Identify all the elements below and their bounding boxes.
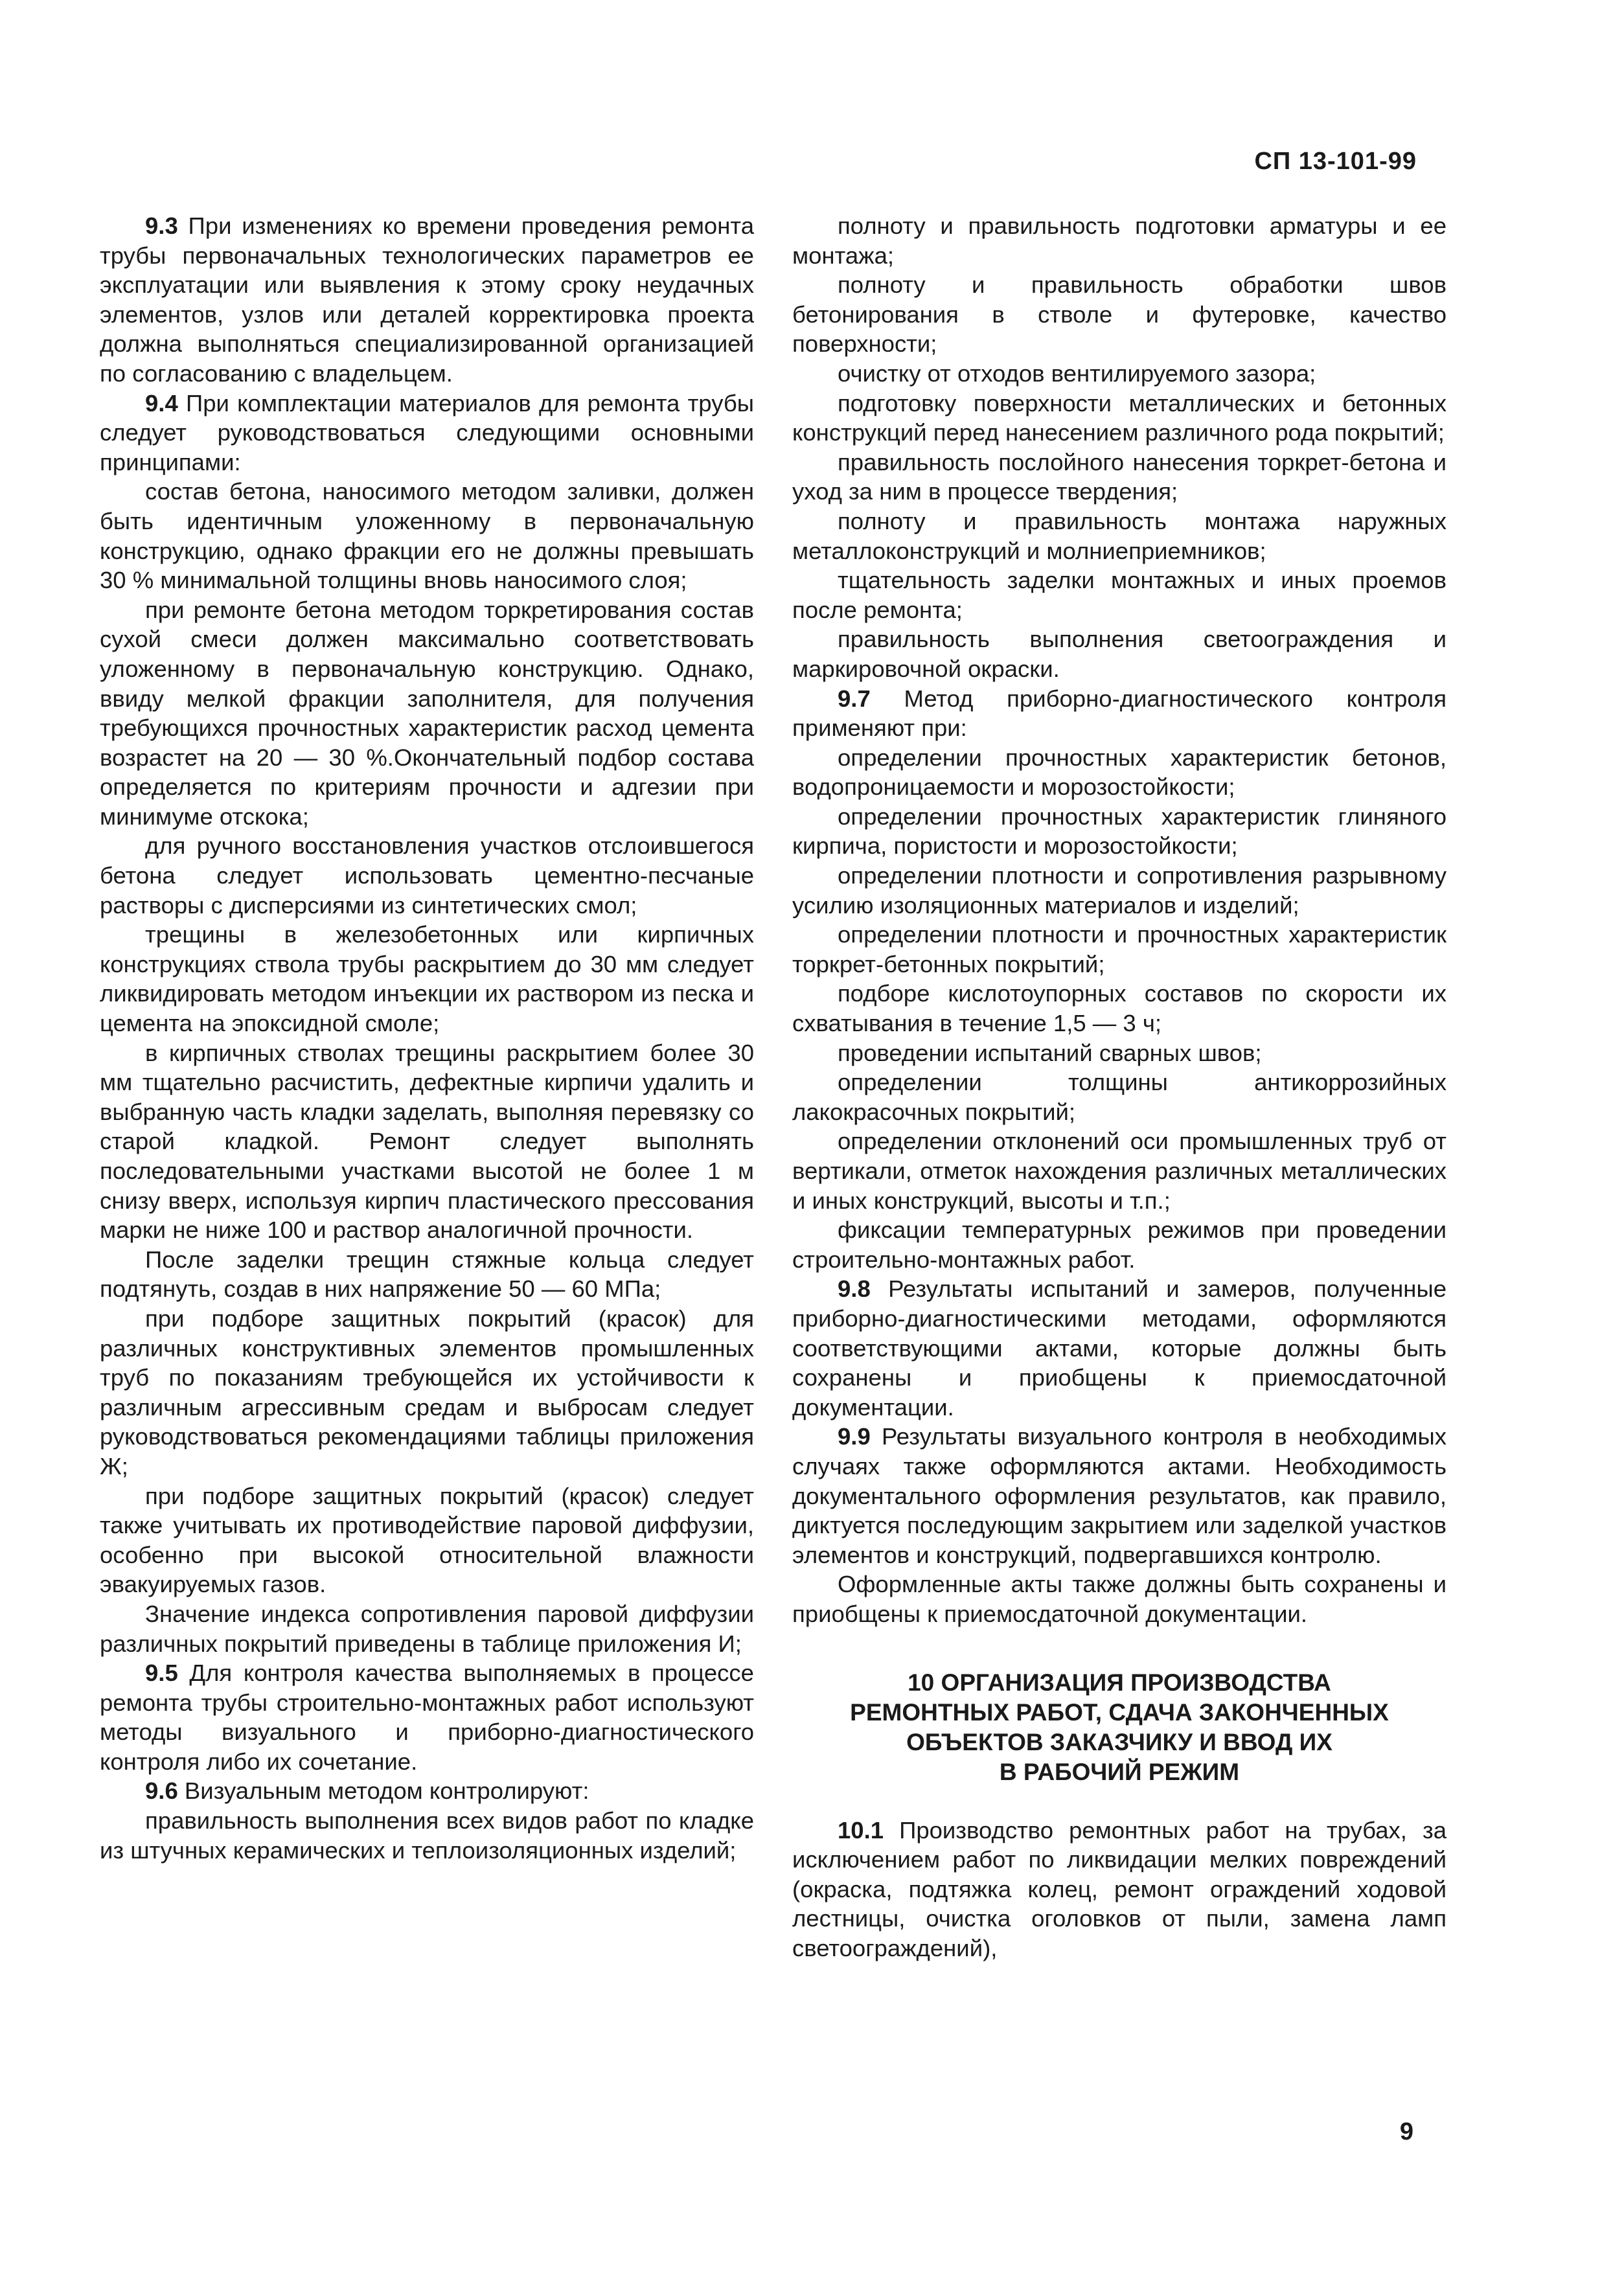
list-item: полноту и правильность монтажа наружных металлоконструкций и молниеприемников; (792, 507, 1447, 564)
clause-number: 9.4 (145, 389, 178, 417)
list-item: правильность послойного нанесения торкрет-бетона и уход за ним в процессе твердения; (792, 448, 1447, 505)
paragraph-text: При комплектации материалов для ремонта трубы следует руководствоваться следующими основными принципами: (100, 389, 754, 475)
list-item: правильность выполнения светоограждения и маркировочной окраски. (792, 626, 1447, 682)
list-item: для ручного восстановления участков отслоившегося бетона следует использовать цементно-песчаные растворы с дисперсиями из синтетических смол; (100, 832, 754, 919)
clause-number: 9.7 (838, 685, 871, 712)
list-item: трещины в железобетонных или кирпичных конструкциях ствола трубы раскрытием до 30 мм следует ликвидировать методом инъекции их раствором из песка и цемента на эпоксидной смоле; (100, 921, 754, 1037)
section-title-line: РЕМОНТНЫХ РАБОТ, СДАЧА ЗАКОНЧЕННЫХ (850, 1698, 1389, 1726)
list-item: определении прочностных характеристик глиняного кирпича, пористости и морозостойкости; (792, 803, 1447, 860)
list-item: очистку от отходов вентилируемого зазора; (838, 360, 1316, 387)
list-item: определении отклонений оси промышленных труб от вертикали, отметок нахождения различных металлических и иных конструкций, высоты и т.п.; (792, 1128, 1447, 1214)
list-item: в кирпичных стволах трещины раскрытием более 30 мм тщательно расчистить, дефектные кирпичи удалить и выбранную часть кладки заделать, выполняя перевязку со старой кладкой. Ремонт следует выполнять последовательными участками высотой не более 1 м снизу вверх, используя кирпич пластического прессования марки не ниже 100 и раствор аналогичной прочности. (100, 1039, 754, 1244)
document-code: СП 13-101-99 (1254, 148, 1417, 175)
list-item: правильность выполнения всех видов работ по кладке из штучных керамических и теплоизоляционных изделий; (100, 1807, 754, 1864)
list-item: проведении испытаний сварных швов; (838, 1039, 1262, 1066)
paragraph-9-8 (792, 1274, 1447, 1422)
paragraph-9-7 (792, 684, 1447, 743)
list-item: определении толщины антикоррозийных лакокрасочных покрытий; (792, 1069, 1447, 1125)
clause-number: 10.1 (838, 1816, 884, 1844)
paragraph-text: Метод приборно-диагностического контроля применяют при: (792, 685, 1447, 742)
list-item: фиксации температурных режимов при проведении строительно-монтажных работ. (792, 1216, 1447, 1273)
paragraph-text: Для контроля качества выполняемых в процессе ремонта трубы строительно-монтажных работ используют методы визуального и приборно-диагностического контроля либо их сочетание. (100, 1660, 754, 1775)
section-title-line: ОБЪЕКТОВ ЗАКАЗЧИКУ И ВВОД ИХ (906, 1728, 1332, 1755)
clause-number: 9.3 (145, 212, 178, 239)
list-item: при подборе защитных покрытий (красок) следует также учитывать их противодействие паровой диффузии, особенно при высокой относительной влажности эвакуируемых газов. (100, 1482, 754, 1598)
paragraph-9-6 (100, 1776, 754, 1806)
paragraph-9-5 (100, 1658, 754, 1776)
section-title (792, 1668, 1447, 1787)
list-item: при подборе защитных покрытий (красок) для различных конструктивных элементов промышленных труб по показаниям требующейся их устойчивости к различным агрессивным средам и выбросам следует руководствоваться рекомендациями таблицы приложения Ж; (100, 1305, 754, 1479)
paragraph-text: Результаты визуального контроля в необходимых случаях также оформляются актами. Необходимость документального оформления результатов, как правило, диктуется последующим закрытием или заделкой участков элементов и конструкций, подвергавшихся контролю. (792, 1423, 1447, 1568)
page-number: 9 (1399, 2118, 1413, 2145)
section-title-line: В РАБОЧИЙ РЕЖИМ (999, 1758, 1240, 1785)
paragraph-text: Визуальным методом контролируют: (177, 1777, 589, 1805)
paragraph-text: При изменениях ко времени проведения ремонта трубы первоначальных технологических параметров ее эксплуатации или выявления к этому сроку неудачных элементов, узлов или деталей корректировка проекта должна выполняться специализированной организацией по согласованию с владельцем. (100, 212, 754, 387)
clause-number: 9.5 (145, 1660, 178, 1687)
left-column (100, 211, 754, 1865)
clause-number: 9.6 (145, 1777, 178, 1805)
list-item: После заделки трещин стяжные кольца следует подтянуть, создав в них напряжение 50 — 60 МПа; (100, 1246, 754, 1303)
list-item: Значение индекса сопротивления паровой диффузии различных покрытий приведены в таблице приложения И; (100, 1600, 754, 1657)
paragraph-text: Производство ремонтных работ на трубах, за исключением работ по ликвидации мелких повреждений (окраска, подтяжка колец, ремонт ограждений ходовой лестницы, очистка оголовков от пыли, замена ламп светоограждений), (792, 1816, 1447, 1961)
paragraph-9-3 (100, 211, 754, 389)
right-column (792, 211, 1447, 1963)
list-item: Оформленные акты также должны быть сохранены и приобщены к приемосдаточной документации. (792, 1571, 1447, 1627)
list-item: подготовку поверхности металлических и бетонных конструкций перед нанесением различного рода покрытий; (792, 389, 1447, 446)
clause-number: 9.8 (838, 1275, 871, 1303)
section-title-line: 10 ОРГАНИЗАЦИЯ ПРОИЗВОДСТВА (908, 1669, 1331, 1696)
list-item: определении прочностных характеристик бетонов, водопроницаемости и морозостойкости; (792, 744, 1447, 801)
list-item: тщательность заделки монтажных и иных проемов после ремонта; (792, 567, 1447, 623)
paragraph-10-1 (792, 1816, 1447, 1963)
list-item: определении плотности и прочностных характеристик торкрет-бетонных покрытий; (792, 921, 1447, 977)
clause-number: 9.9 (838, 1423, 871, 1450)
list-item: состав бетона, наносимого методом заливки, должен быть идентичным уложенному в первоначальную конструкцию, однако фракции его не должны превышать 30 % минимальной толщины вновь наносимого слоя; (100, 478, 754, 594)
list-item: полноту и правильность обработки швов бетонирования в стволе и футеровке, качество поверхности; (792, 271, 1447, 358)
list-item: подборе кислотоупорных составов по скорости их схватывания в течение 1,5 — 3 ч; (792, 980, 1447, 1037)
list-item: при ремонте бетона методом торкретирования состав сухой смеси должен максимально соответствовать уложенному в первоначальную конструкцию. Однако, ввиду мелкой фракции заполнителя, для получения требующихся прочностных характеристик расход цемента возрастет на 20 — 30 %.Окончательный подбор состава определяется по критериям прочности и адгезии при минимуме отскока; (100, 596, 754, 830)
paragraph-9-9 (792, 1422, 1447, 1570)
list-item: определении плотности и сопротивления разрывному усилию изоляционных материалов и изделий; (792, 862, 1447, 919)
paragraph-9-4 (100, 389, 754, 477)
paragraph-text: Результаты испытаний и замеров, полученные приборно-диагностическими методами, оформляются соответствующими актами, которые должны быть сохранены и приобщены к приемосдаточной документации. (792, 1275, 1447, 1421)
list-item: полноту и правильность подготовки арматуры и ее монтажа; (792, 212, 1447, 269)
